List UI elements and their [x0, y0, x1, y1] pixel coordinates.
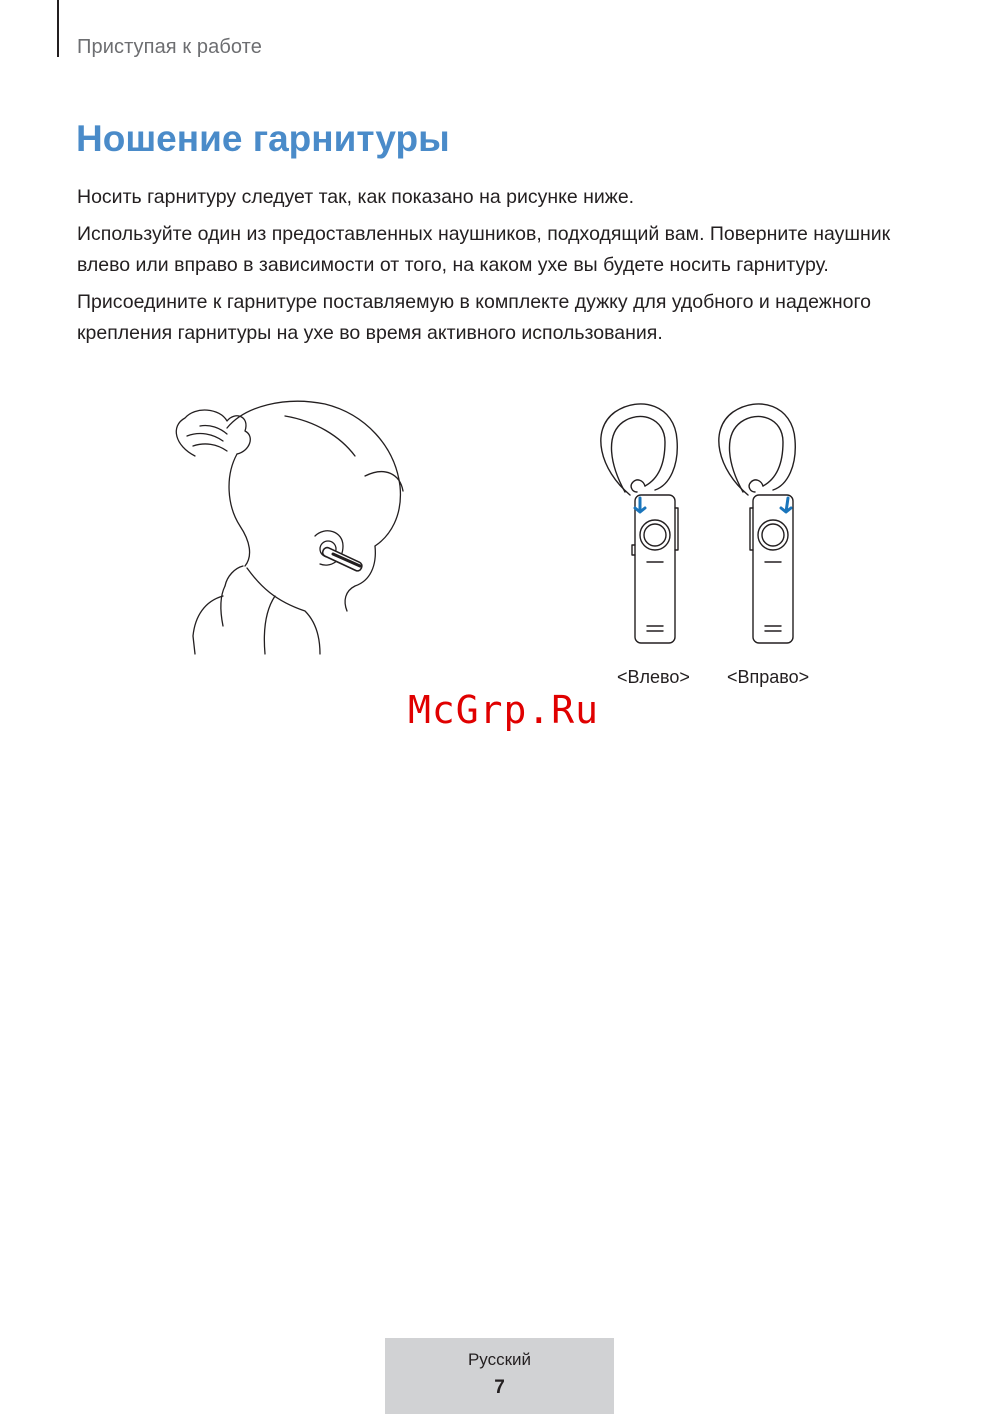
paragraph-3: Присоедините к гарнитуре поставляемую в комплекте дужку для удобного и надежного крепления гарнитуры на ухе во время активного использования. [77, 291, 871, 344]
page-number: 7 [494, 1377, 505, 1398]
person-wearing-headset-illustration [165, 396, 415, 656]
page-title: Ношение гарнитуры [76, 118, 450, 159]
paragraph-2: Используйте один из предоставленных наушников, подходящий вам. Поверните наушник влево или вправо в зависимости от того, на каком ухе вы будете носить гарнитуру. [77, 223, 891, 276]
caption-right: <Вправо> [727, 667, 810, 687]
section-label: Приступая к работе [77, 36, 262, 58]
body-text [77, 182, 937, 355]
right-headset-drawing [719, 404, 795, 643]
paragraph-1: Носить гарнитуру следует так, как показано на рисунке ниже. [77, 186, 635, 208]
footer-language: Русский [467, 1350, 532, 1369]
watermark: McGrp.Ru [408, 688, 600, 732]
header-divider [57, 0, 59, 57]
left-headset-drawing [601, 404, 678, 643]
caption-left: <Влево> [617, 667, 690, 687]
earhook-left-right-illustration [585, 400, 845, 650]
page-footer [385, 1338, 614, 1414]
